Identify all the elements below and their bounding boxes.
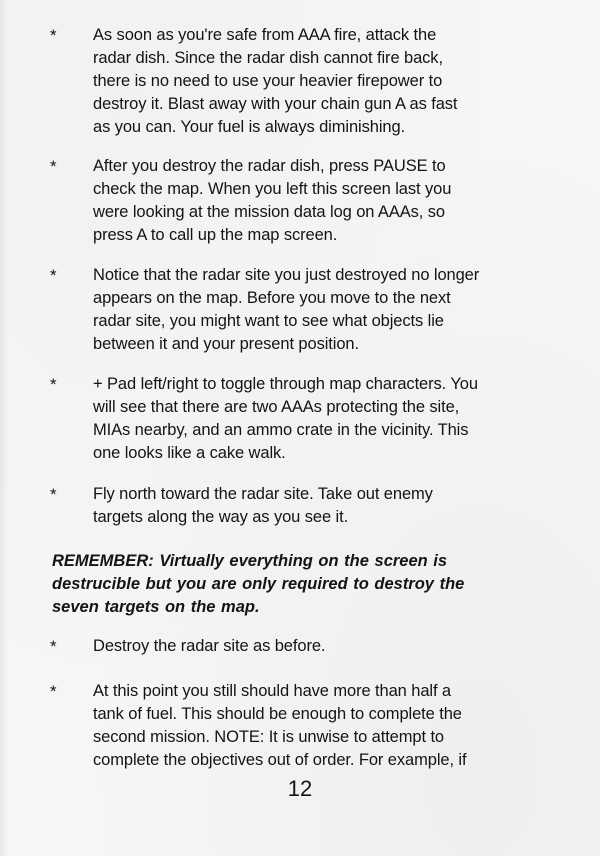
text-line: second mission. NOTE: It is unwise to attempt to [93, 728, 445, 746]
bullet-text [93, 373, 530, 465]
bullet-text [93, 155, 530, 247]
text-line: between it and your present position. [93, 335, 359, 353]
text-line: + Pad left/right to toggle through map characters. You [93, 375, 478, 393]
bullet-text [93, 24, 530, 139]
text-line: targets along the way as you see it. [93, 508, 349, 526]
text-line: radar dish. Since the radar dish cannot fire back, [93, 49, 443, 67]
bullet-marker: * [50, 375, 57, 394]
text-line: Notice that the radar site you just destroyed no longer [93, 266, 480, 284]
bullet-item [50, 155, 530, 247]
bullet-item [50, 264, 530, 356]
text-line: Destroy the radar site as before. [93, 637, 326, 655]
text-line: Fly north toward the radar site. Take out enemy [93, 485, 433, 503]
text-line: radar site, you might want to see what objects lie [93, 312, 444, 330]
bullet-marker: * [50, 637, 57, 656]
bullet-marker: * [50, 682, 57, 701]
text-line: tank of fuel. This should be enough to complete the [93, 705, 462, 723]
callout-line: seven targets on the map. [52, 598, 260, 616]
text-line: MIAs nearby, and an ammo crate in the vicinity. This [93, 421, 469, 439]
text-line: appears on the map. Before you move to the next [93, 289, 451, 307]
bullet-item [50, 635, 530, 658]
bullet-marker: * [50, 266, 57, 285]
bullet-marker: * [50, 26, 57, 45]
callout-line: REMEMBER: Virtually everything on the screen is [52, 552, 448, 570]
text-line: check the map. When you left this screen last you [93, 180, 452, 198]
text-line: destroy it. Blast away with your chain gun A as fast [93, 95, 458, 113]
text-line: press A to call up the map screen. [93, 226, 338, 244]
text-line: one looks like a cake walk. [93, 444, 286, 462]
bullet-marker: * [50, 157, 57, 176]
text-line: will see that there are two AAAs protecting the site, [93, 398, 460, 416]
text-line: complete the objectives out of order. For example, if [93, 751, 467, 769]
callout-line: destrucible but you are only required to destroy the [52, 575, 465, 593]
text-line: As soon as you're safe from AAA fire, attack the [93, 26, 437, 44]
text-line: there is no need to use your heavier firepower to [93, 72, 443, 90]
bullet-item [50, 483, 530, 529]
text-line: After you destroy the radar dish, press PAUSE to [93, 157, 446, 175]
text-line: were looking at the mission data log on AAAs, so [93, 203, 445, 221]
bullet-item [50, 24, 530, 139]
page-number: 12 [287, 776, 313, 801]
text-line: At this point you still should have more than half a [93, 682, 452, 700]
bullet-marker: * [50, 485, 57, 504]
bullet-text [93, 635, 530, 658]
bullet-text [93, 264, 530, 356]
bullet-text [93, 483, 530, 529]
remember-callout [52, 550, 528, 619]
bullet-item [50, 373, 530, 465]
page-edge-shadow [0, 0, 8, 856]
text-line: as you can. Your fuel is always diminishing. [93, 118, 406, 136]
bullet-item [50, 680, 530, 772]
bullet-text [93, 680, 530, 772]
